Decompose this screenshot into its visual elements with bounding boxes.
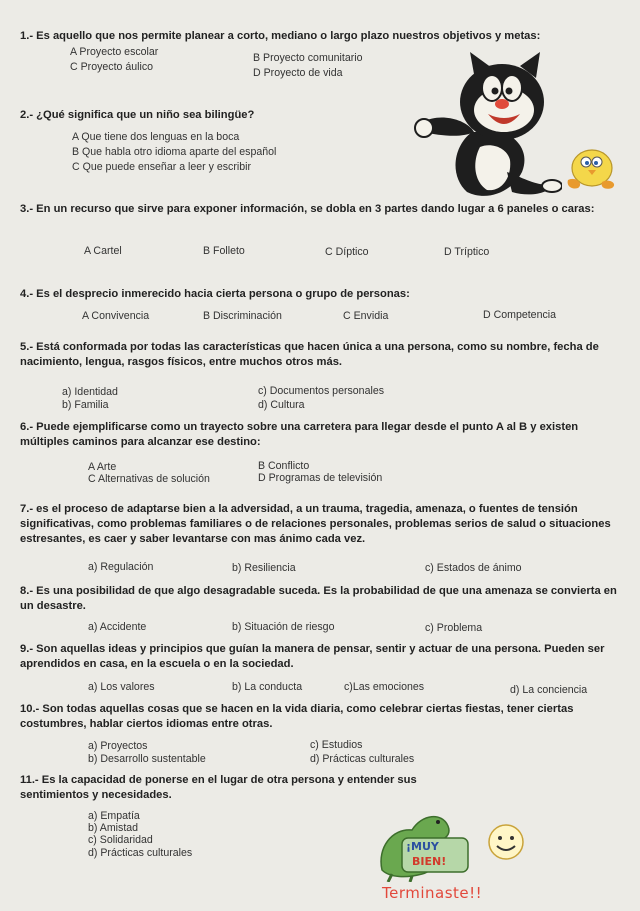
q5-option-b: b) Familia	[62, 399, 109, 411]
q6-option-d: D Programas de televisión	[258, 472, 383, 484]
q4-option-a: A Convivencia	[82, 310, 150, 322]
q6-option-a: A Arte	[88, 461, 117, 473]
q9-option-d: d) La conciencia	[510, 684, 588, 696]
q11-option-b: b) Amistad	[88, 822, 139, 834]
smiley-face-icon	[486, 822, 526, 862]
q7-option-b: b) Resiliencia	[232, 562, 296, 574]
q10-option-b: b) Desarrollo sustentable	[88, 753, 206, 765]
q8-option-b: b) Situación de riesgo	[232, 621, 335, 633]
question-2: 2.- ¿Qué significa que un niño sea bilingüe?	[20, 109, 255, 121]
q2-option-a: A Que tiene dos lenguas en la boca	[72, 131, 240, 143]
q4-option-d: D Competencia	[483, 309, 557, 321]
question-1: 1.- Es aquello que nos permite planear a corto, mediano o largo plazo nuestros objetivos y metas:	[20, 30, 541, 42]
q5-option-a: a) Identidad	[62, 386, 118, 398]
closing-message: Terminaste!!	[382, 884, 483, 902]
q1-option-a: A Proyecto escolar	[70, 46, 159, 58]
q3-option-c: C Díptico	[325, 246, 369, 258]
question-10: 10.- Son todas aquellas cosas que se hacen en la vida diaria, como celebrar ciertas fiestas, tener ciertas costumbres, hablar ciertos idiomas entre otras.	[20, 703, 574, 730]
question-11: 11.- Es la capacidad de ponerse en el lugar de otra persona y entender sus sentimientos y necesidades.	[20, 774, 417, 801]
q11-option-a: a) Empatía	[88, 810, 140, 822]
q11-option-c: c) Solidaridad	[88, 834, 153, 846]
q7-option-a: a) Regulación	[88, 561, 154, 573]
q10-option-d: d) Prácticas culturales	[310, 753, 415, 765]
q1-option-b: B Proyecto comunitario	[253, 52, 363, 64]
q9-option-b: b) La conducta	[232, 681, 303, 693]
question-7: 7.- es el proceso de adaptarse bien a la adversidad, a un trauma, tragedia, amenaza, o fuentes de tensión significativas, como problemas familiares o de relaciones personales, problemas serios de salud o situaciones estresantes, es caer y saber levantarse con mas ánimo cada vez.	[20, 503, 611, 545]
question-5: 5.- Está conformada por todas las características que hacen única a una persona, como su nombre, fecha de nacimiento, lengua, rasgos físicos, entre muchos otros más.	[20, 341, 599, 368]
question-4: 4.- Es el desprecio inmerecido hacia cierta persona o grupo de personas:	[20, 288, 410, 300]
q5-option-d: d) Cultura	[258, 399, 305, 411]
sticker-text-line1: ¡MUY	[406, 840, 439, 853]
q6-option-c: C Alternativas de solución	[88, 473, 210, 485]
q11-option-d: d) Prácticas culturales	[88, 847, 193, 859]
q8-option-a: a) Accidente	[88, 621, 147, 633]
q7-option-c: c) Estados de ánimo	[425, 562, 522, 574]
sticker-text-line2: BIEN!	[412, 855, 447, 868]
question-9: 9.- Son aquellas ideas y principios que guían la manera de pensar, sentir y actuar de una persona. Pueden ser aprendidos en casa, en la escuela o en la sociedad.	[20, 643, 605, 670]
q3-option-b: B Folleto	[203, 245, 245, 257]
question-3: 3.- En un recurso que sirve para exponer información, se dobla en 3 partes dando lugar a 6 paneles o caras:	[20, 203, 595, 215]
q2-option-c: C Que puede enseñar a leer y escribir	[72, 161, 252, 173]
q10-option-c: c) Estudios	[310, 739, 363, 751]
muy-bien-sticker	[372, 808, 490, 882]
q6-option-b: B Conflicto	[258, 460, 310, 472]
cartoon-bird-illustration	[562, 138, 622, 193]
q4-option-b: B Discriminación	[203, 310, 282, 322]
q1-option-c: C Proyecto áulico	[70, 61, 154, 73]
q4-option-c: C Envidia	[343, 310, 389, 322]
question-6: 6.- Puede ejemplificarse como un trayecto sobre una carretera para llegar desde el punto A al B y existen múltiples caminos para alcanzar ese destino:	[20, 421, 579, 448]
cartoon-cat-illustration	[412, 52, 562, 202]
q3-option-d: D Tríptico	[444, 246, 490, 258]
q10-option-a: a) Proyectos	[88, 740, 148, 752]
q9-option-c: c)Las emociones	[344, 681, 425, 693]
q9-option-a: a) Los valores	[88, 681, 155, 693]
q2-option-b: B Que habla otro idioma aparte del español	[72, 146, 277, 158]
question-8: 8.- Es una posibilidad de que algo desagradable suceda. Es la probabilidad de que una amenaza se convierta en un desastre.	[20, 585, 617, 612]
q1-option-d: D Proyecto de vida	[253, 67, 343, 79]
q5-option-c: c) Documentos personales	[258, 385, 385, 397]
q3-option-a: A Cartel	[84, 245, 122, 257]
q8-option-c: c) Problema	[425, 622, 483, 634]
